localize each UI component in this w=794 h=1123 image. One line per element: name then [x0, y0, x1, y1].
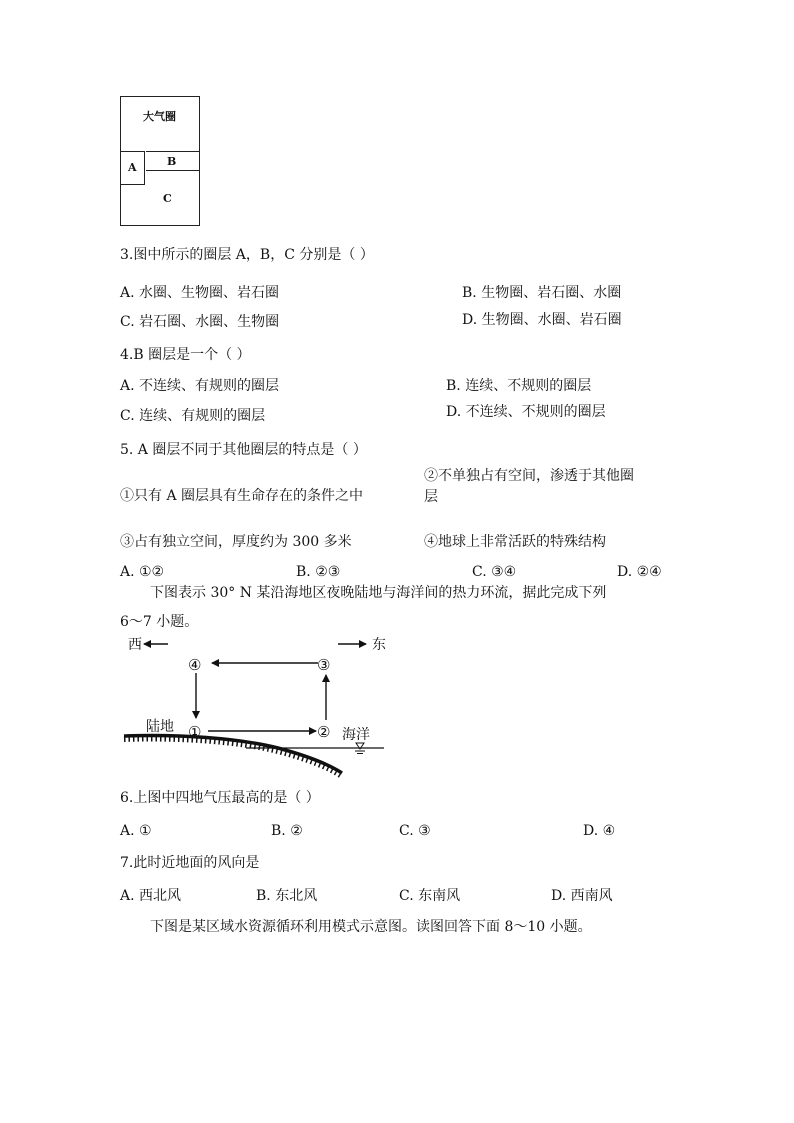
intro-6-7-line2: 6～7 小题。	[120, 614, 199, 630]
q6-option-a: A. ①	[120, 823, 152, 839]
q5-option-b: B. ②③	[296, 564, 341, 580]
label-atmosphere: 大气圈	[143, 110, 176, 123]
q5-statement-3: ③占有独立空间，厚度约为 300 多米	[120, 534, 352, 550]
q5-option-d: D. ②④	[617, 564, 662, 580]
label-west: 西	[128, 637, 142, 653]
sphere-diagram	[120, 96, 200, 226]
q3-option-a: A. 水圈、生物圈、岩石圈	[120, 285, 280, 301]
q4-option-a: A. 不连续、有规则的圈层	[120, 378, 280, 394]
label-east: 东	[372, 637, 386, 653]
point-3: ③	[317, 656, 331, 674]
q6-option-c: C. ③	[399, 823, 431, 839]
q3-option-b: B. 生物圈、岩石圈、水圈	[462, 285, 622, 301]
intro-6-7-line1: 下图表示 30° N 某沿海地区夜晚陆地与海洋间的热力环流，据此完成下列	[150, 585, 607, 601]
q4-option-d: D. 不连续、不规则的圈层	[446, 404, 606, 420]
q5-option-a: A. ①②	[120, 564, 165, 580]
q7-stem: 7.此时近地面的风向是	[120, 855, 260, 871]
q5-statement-1: ①只有 A 圈层具有生命存在的条件之中	[120, 488, 364, 504]
label-a: A	[128, 161, 137, 174]
q7-option-b: B. 东北风	[256, 888, 318, 904]
q5-statement-2-line2: 层	[424, 489, 438, 505]
label-sea: 海洋	[342, 727, 370, 743]
q6-stem: 6.上图中四地气压最高的是（ ）	[120, 790, 320, 806]
q4-stem: 4.B 圈层是一个（ ）	[120, 347, 251, 363]
q7-option-c: C. 东南风	[399, 888, 461, 904]
q4-option-c: C. 连续、有规则的圈层	[120, 408, 266, 424]
point-4: ④	[188, 656, 202, 674]
point-1: ①	[188, 723, 202, 741]
label-c: C	[163, 192, 172, 205]
q6-option-d: D. ④	[583, 823, 616, 839]
q6-option-b: B. ②	[271, 823, 303, 839]
q5-statement-2-line1: ②不单独占有空间，渗透于其他圈	[424, 468, 634, 484]
q3-stem: 3.图中所示的圈层 A，B，C 分别是（ ）	[120, 247, 374, 263]
label-land: 陆地	[146, 719, 174, 735]
thermal-circulation-diagram	[118, 630, 398, 780]
q5-statement-4: ④地球上非常活跃的特殊结构	[424, 534, 606, 550]
q7-option-a: A. 西北风	[120, 888, 182, 904]
point-2: ②	[317, 723, 331, 741]
q7-option-d: D. 西南风	[551, 888, 613, 904]
q4-option-b: B. 连续、不规则的圈层	[446, 378, 592, 394]
label-b: B	[167, 155, 177, 168]
intro-8-10: 下图是某区域水资源循环利用模式示意图。读图回答下面 8～10 小题。	[150, 919, 592, 935]
q3-option-d: D. 生物圈、水圈、岩石圈	[462, 312, 622, 328]
q5-option-c: C. ③④	[472, 564, 517, 580]
q3-option-c: C. 岩石圈、水圈、生物圈	[120, 314, 280, 330]
q5-stem: 5. A 圈层不同于其他圈层的特点是（ ）	[120, 442, 367, 458]
